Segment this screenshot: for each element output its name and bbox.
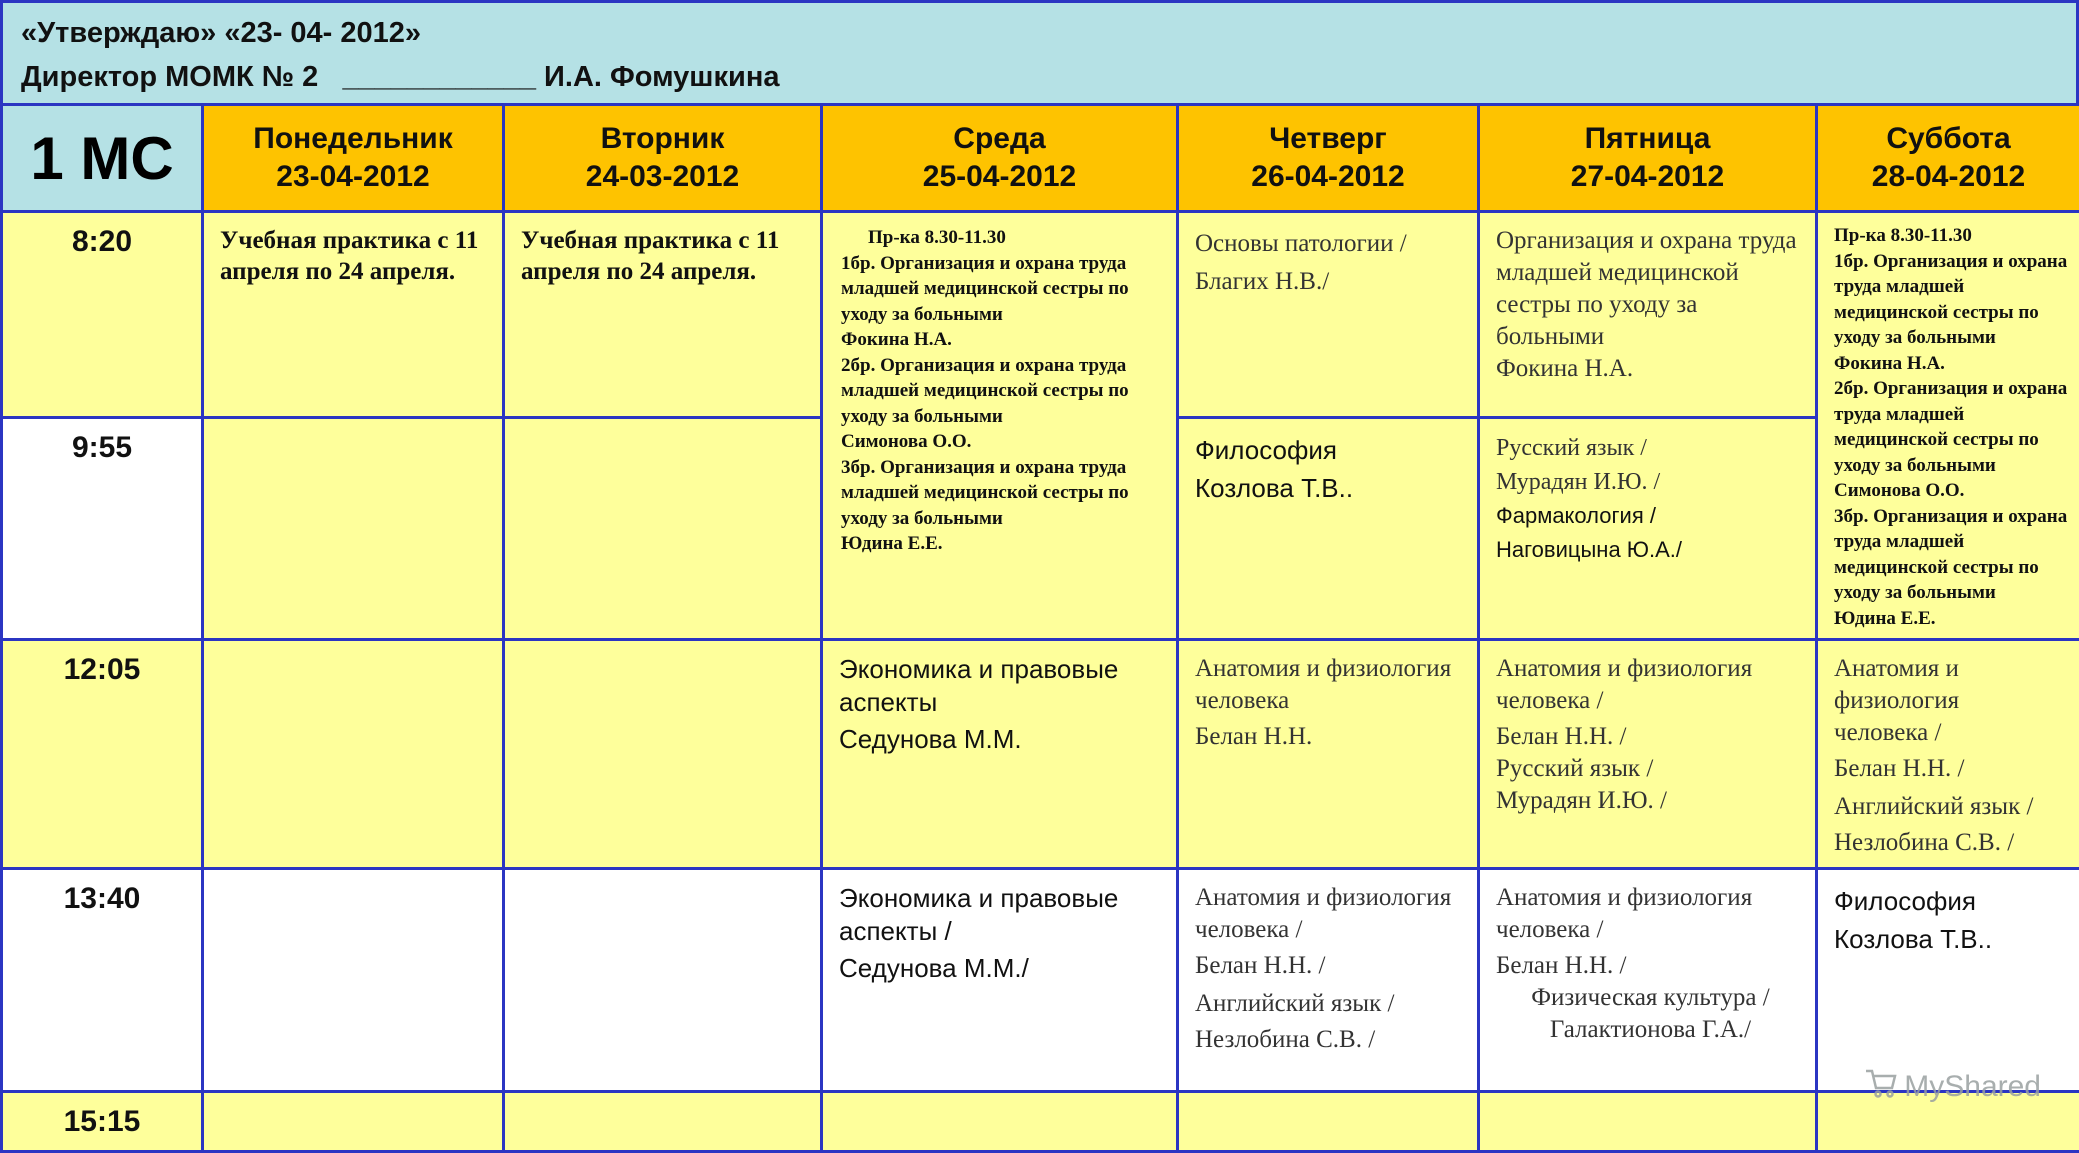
subject: Английский язык / [1195,988,1467,1020]
subject: Философия [1834,882,2069,920]
lesson-cell-mon-2 [203,418,504,640]
lesson-cell-mon-5 [203,1092,504,1152]
brigade-3-subject: 3бр. Организация и охрана труда младшей медицинской сестры по уходу за больными [1834,504,2071,606]
lesson-cell-sat-4 [1817,869,2079,1092]
lesson-cell-sat-practice [1817,212,2079,640]
day-date: 24-03-2012 [505,158,820,196]
teacher: Белан Н.Н. [1195,721,1467,753]
lesson-text: Учебная практика с 11 апреля по 24 апреля. [204,213,502,293]
day-name: Суббота [1818,120,2079,158]
approve-line: «Утверждаю» «23- 04- 2012» [21,17,421,50]
practice-time: Пр-ка 8.30-11.30 [1834,223,2071,249]
subject: Физическая культура / [1496,982,1805,1014]
time-cell [2,640,203,869]
teacher: Козлова Т.В.. [1195,469,1467,507]
brigade-2-teacher: Симонова О.О. [841,429,1146,455]
day-date: 26-04-2012 [1179,158,1477,196]
day-date: 27-04-2012 [1480,158,1815,196]
time-cell [2,212,203,418]
lesson-cell-mon-1 [203,212,504,418]
brigade-2-subject: 2бр. Организация и охрана труда младшей медицинской сестры по уходу за больными [1834,376,2071,478]
teacher: Незлобина С.В. / [1195,1024,1467,1056]
watermark-text: MyShared [1904,1070,2041,1104]
teacher: Галактионова Г.А./ [1496,1014,1805,1046]
time-cell [2,869,203,1092]
subject: Английский язык / [1834,791,2049,823]
day-header-thursday [1178,105,1479,212]
lesson-cell-wed-practice [822,212,1178,640]
teacher: Благих Н.В./ [1195,263,1467,301]
day-header-friday [1479,105,1817,212]
teacher: Фокина Н.А. [1496,353,1805,385]
subject: Русский язык / [1496,753,1805,785]
lesson-cell-thu-2 [1178,418,1479,640]
day-name: Вторник [505,120,820,158]
lesson-cell-tue-3 [504,640,822,869]
lesson-cell-fri-3 [1479,640,1817,869]
day-header-row [2,105,2079,212]
brigade-1-subject: 1бр. Организация и охрана труда младшей медицинской сестры по уходу за больными [1834,249,2071,351]
group-cell [2,105,203,212]
subject: Экономика и правовые аспекты [839,653,1166,719]
watermark [1864,1066,2041,1108]
subject: Фармакология / [1496,499,1805,533]
lesson-cell-tue-4 [504,869,822,1092]
brigade-1-teacher: Фокина Н.А. [1834,351,2071,377]
day-date: 28-04-2012 [1818,158,2079,196]
day-name: Среда [823,120,1176,158]
lesson-cell-thu-1 [1178,212,1479,418]
brigade-2-subject: 2бр. Организация и охрана труда младшей медицинской сестры по уходу за больными [841,353,1146,430]
brigade-3-teacher: Юдина Е.Е. [841,531,1146,557]
director-line: Директор МОМК № 2 ____________ И.А. Фомушкина [21,61,779,94]
lesson-cell-thu-3 [1178,640,1479,869]
lesson-cell-wed-4 [822,869,1178,1092]
teacher: Белан Н.Н. / [1195,950,1467,982]
lesson-cell-mon-4 [203,869,504,1092]
day-name: Четверг [1179,120,1477,158]
subject: Философия [1195,431,1467,469]
subject: Анатомия и физиология человека / [1496,882,1805,946]
time-cell [2,1092,203,1152]
schedule-table [0,103,2079,1153]
lesson-cell-mon-3 [203,640,504,869]
brigade-3-teacher: Юдина Е.Е. [1834,606,2071,632]
teacher: Наговицына Ю.А./ [1496,533,1805,567]
group-label: 1 МС [30,125,173,192]
approval-header [0,0,2079,105]
lesson-cell-sat-3 [1817,640,2079,869]
day-name: Понедельник [204,120,502,158]
day-date: 23-04-2012 [204,158,502,196]
lesson-cell-fri-5 [1479,1092,1817,1152]
subject: Экономика и правовые аспекты / [839,882,1166,948]
time-row-1 [2,212,2079,418]
subject: Русский язык / [1496,431,1805,465]
time-cell [2,418,203,640]
lesson-cell-thu-5 [1178,1092,1479,1152]
lesson-cell-tue-1 [504,212,822,418]
brigade-1-subject: 1бр. Организация и охрана труда младшей медицинской сестры по уходу за больными [841,251,1146,328]
lesson-cell-fri-4 [1479,869,1817,1092]
lesson-cell-wed-5 [822,1092,1178,1152]
subject: Анатомия и физиология человека [1195,653,1467,717]
subject: Организация и охрана труда младшей медицинской сестры по уходу за больными [1496,225,1805,353]
lesson-cell-tue-5 [504,1092,822,1152]
teacher: Белан Н.Н. / [1496,721,1805,753]
time-label: 8:20 [3,213,201,259]
lesson-cell-fri-1 [1479,212,1817,418]
lesson-cell-fri-2 [1479,418,1817,640]
lesson-cell-tue-2 [504,418,822,640]
day-header-wednesday [822,105,1178,212]
lesson-cell-wed-3 [822,640,1178,869]
teacher: Седунова М.М./ [839,952,1166,985]
time-label: 9:55 [3,419,201,465]
teacher: Незлобина С.В. / [1834,827,2049,859]
day-name: Пятница [1480,120,1815,158]
subject: Основы патологии / [1195,225,1467,263]
time-row-3 [2,640,2079,869]
practice-time: Пр-ка 8.30-11.30 [841,225,1146,251]
day-header-monday [203,105,504,212]
teacher: Седунова М.М. [839,723,1166,756]
brigade-3-subject: 3бр. Организация и охрана труда младшей медицинской сестры по уходу за больными [841,455,1146,532]
teacher: Козлова Т.В.. [1834,920,2069,958]
subject: Анатомия и физиология человека / [1496,653,1805,717]
subject: Анатомия и физиология человека / [1834,653,2049,749]
time-row-4 [2,869,2079,1092]
time-label: 15:15 [3,1093,201,1139]
day-date: 25-04-2012 [823,158,1176,196]
teacher: Мурадян И.Ю. / [1496,465,1805,499]
brigade-1-teacher: Фокина Н.А. [841,327,1146,353]
cart-icon [1864,1066,1898,1108]
brigade-2-teacher: Симонова О.О. [1834,478,2071,504]
time-row-5 [2,1092,2079,1152]
time-label: 12:05 [3,641,201,687]
teacher: Белан Н.Н. / [1834,753,2049,785]
day-header-saturday [1817,105,2079,212]
day-header-tuesday [504,105,822,212]
lesson-text: Учебная практика с 11 апреля по 24 апреля. [505,213,820,293]
time-label: 13:40 [3,870,201,916]
teacher: Мурадян И.Ю. / [1496,785,1805,817]
subject: Анатомия и физиология человека / [1195,882,1467,946]
lesson-cell-thu-4 [1178,869,1479,1092]
teacher: Белан Н.Н. / [1496,950,1805,982]
